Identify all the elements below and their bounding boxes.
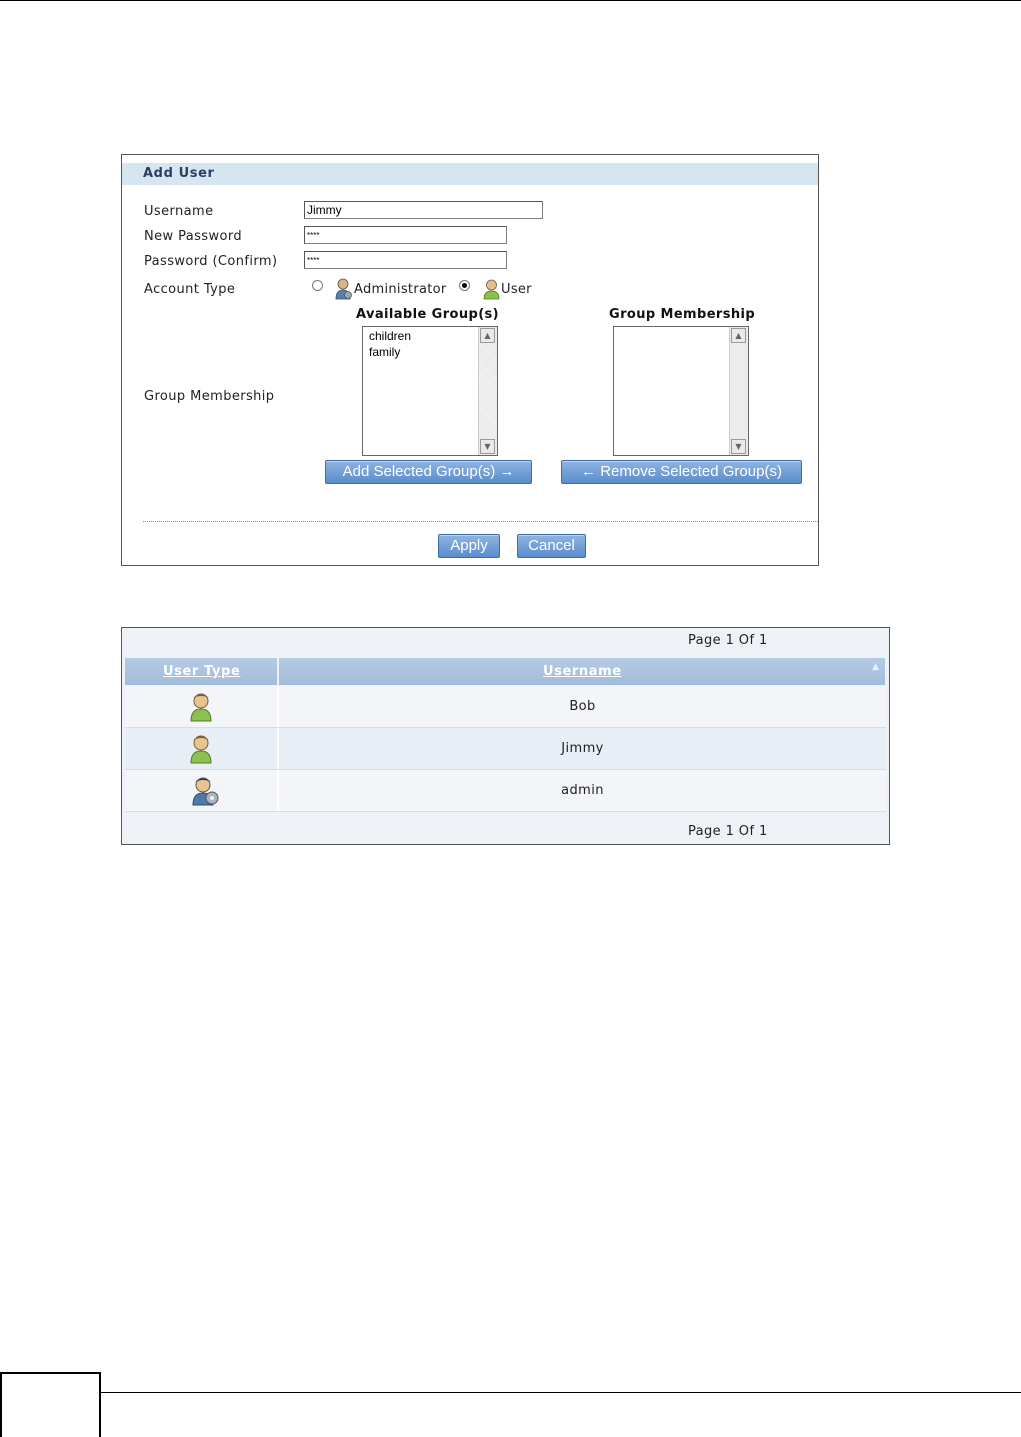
user-radio-label: User (501, 282, 532, 297)
admin-small-icon (335, 278, 353, 300)
username-cell: admin (561, 783, 604, 798)
administrator-radio-label: Administrator (354, 282, 447, 297)
table-row[interactable] (125, 770, 886, 812)
available-groups-list[interactable] (362, 326, 498, 456)
user-small-icon (483, 279, 500, 300)
user-table (121, 627, 890, 845)
table-row[interactable] (125, 728, 886, 770)
list-item[interactable]: family (369, 345, 401, 359)
sort-ascending-icon[interactable]: ▲ (872, 662, 879, 672)
cancel-button[interactable]: Cancel (517, 534, 586, 558)
pager-bottom: Page 1 Of 1 (688, 824, 768, 839)
panel-title: Add User (143, 166, 215, 181)
divider (143, 521, 818, 522)
group-membership-title: Group Membership (609, 307, 756, 322)
column-header-username[interactable] (279, 658, 885, 685)
username-sort-link[interactable]: Username (543, 664, 622, 679)
scroll-up-icon[interactable]: ▲ (731, 328, 746, 343)
apply-button[interactable]: Apply (438, 534, 500, 558)
page-number-box (0, 1372, 101, 1437)
group-membership-list[interactable] (613, 326, 749, 456)
table-row[interactable] (125, 686, 886, 728)
remove-selected-groups-button[interactable]: ← Remove Selected Group(s) (561, 460, 802, 484)
column-header-user-type[interactable] (125, 658, 277, 685)
user-type-cell (125, 686, 279, 727)
new-password-label: New Password (144, 229, 243, 244)
scroll-down-icon[interactable]: ▼ (731, 439, 746, 454)
available-groups-title: Available Group(s) (356, 307, 500, 322)
user-radio[interactable] (459, 280, 470, 291)
account-type-label: Account Type (144, 282, 236, 297)
user-icon (189, 734, 213, 764)
scrollbar[interactable] (729, 327, 748, 455)
username-cell: Jimmy (561, 741, 604, 756)
scrollbar[interactable] (478, 327, 497, 455)
password-confirm-input[interactable] (304, 251, 507, 269)
administrator-radio[interactable] (312, 280, 323, 291)
username-input[interactable] (304, 201, 543, 219)
add-selected-groups-button[interactable]: Add Selected Group(s) → (325, 460, 532, 484)
username-label: Username (144, 204, 214, 219)
user-type-sort-link[interactable]: User Type (163, 664, 241, 679)
top-rule (0, 0, 1021, 1)
user-icon (189, 692, 213, 722)
panel-header (122, 163, 818, 185)
admin-icon (191, 776, 221, 806)
username-cell: Bob (569, 699, 596, 714)
user-type-cell (125, 728, 279, 769)
scroll-down-icon[interactable]: ▼ (480, 439, 495, 454)
footer-rule (0, 1392, 1021, 1393)
list-item[interactable]: children (369, 329, 412, 343)
add-user-panel (121, 154, 819, 566)
scroll-up-icon[interactable]: ▲ (480, 328, 495, 343)
group-membership-label: Group Membership (144, 389, 275, 404)
pager-top: Page 1 Of 1 (688, 633, 768, 648)
new-password-input[interactable] (304, 226, 507, 244)
user-type-cell (125, 770, 279, 811)
password-confirm-label: Password (Confirm) (144, 254, 278, 269)
